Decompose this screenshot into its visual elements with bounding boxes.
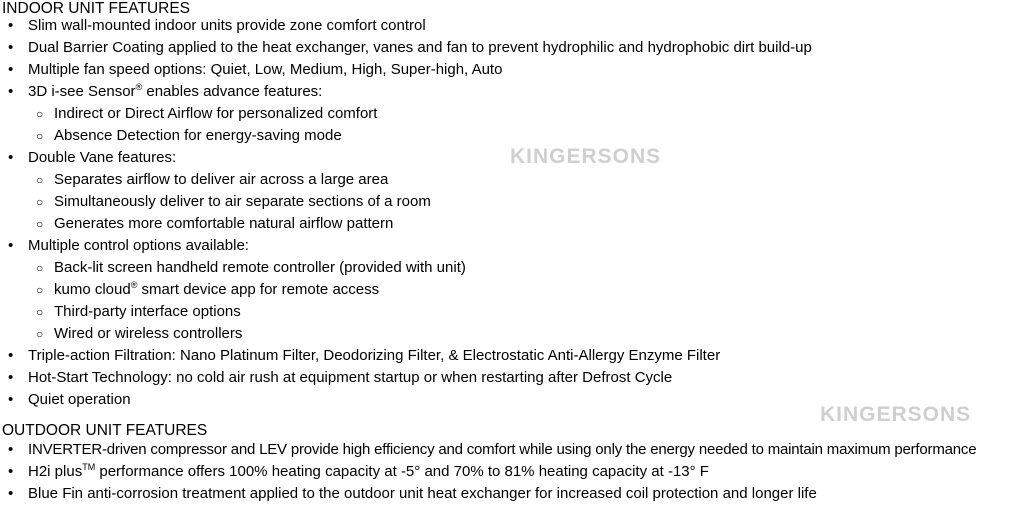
sub-bullet: ○: [36, 173, 44, 187]
item-text: Double Vane features:: [28, 149, 177, 166]
item-text: Third-party interface options: [54, 303, 241, 320]
item-text: INVERTER-driven compressor and LEV provide high efficiency and comfort while using only the energy needed to maintain maximum performance: [28, 441, 977, 458]
item-text: Indirect or Direct Airflow for personalized comfort: [54, 105, 378, 122]
outdoor-heading: OUTDOOR UNIT FEATURES: [2, 422, 208, 439]
item-text: [28, 81, 322, 103]
watermark: KINGERSONS: [820, 403, 972, 426]
watermark: KINGERSONS: [510, 145, 662, 168]
sub-bullet: ○: [36, 195, 44, 209]
item-text: Absence Detection for energy-saving mode: [54, 127, 342, 144]
indoor-heading: INDOOR UNIT FEATURES: [2, 0, 191, 17]
bullet: •: [8, 391, 14, 408]
bullet: •: [8, 441, 14, 458]
item-text: Dual Barrier Coating applied to the heat exchanger, vanes and fan to prevent hydrophilic and hydrophobic dirt build-up: [28, 39, 812, 56]
item-text: Blue Fin anti-corrosion treatment applied to the outdoor unit heat exchanger for increased coil protection and longer life: [28, 485, 817, 502]
item-text-part: H2i plus: [28, 463, 83, 480]
item-text: Multiple fan speed options: Quiet, Low, Medium, High, Super-high, Auto: [28, 61, 503, 78]
item-text: Simultaneously deliver to air separate sections of a room: [54, 193, 431, 210]
item-text: Separates airflow to deliver air across a large area: [54, 171, 389, 188]
item-text-part: enables advance features:: [142, 83, 323, 100]
bullet: •: [8, 61, 14, 78]
item-text: Back-lit screen handheld remote controller (provided with unit): [54, 259, 466, 276]
sub-bullet: ○: [36, 305, 44, 319]
bullet: •: [8, 149, 14, 166]
bullet: •: [8, 369, 14, 386]
bullet: •: [8, 485, 14, 502]
item-text: Triple-action Filtration: Nano Platinum Filter, Deodorizing Filter, & Electrostatic Anti-Allergy Enzyme Filter: [28, 347, 721, 364]
bullet: •: [8, 347, 14, 364]
bullet: •: [8, 83, 14, 100]
item-text: [28, 461, 709, 483]
item-text: Slim wall-mounted indoor units provide zone comfort control: [28, 17, 426, 34]
item-text: [54, 279, 379, 301]
sub-bullet: ○: [36, 129, 44, 143]
item-text: Hot-Start Technology: no cold air rush at equipment startup or when restarting after Defrost Cycle: [28, 369, 673, 386]
item-text: Multiple control options available:: [28, 237, 249, 254]
item-text-part: smart device app for remote access: [137, 281, 380, 298]
item-text-part: performance offers 100% heating capacity at -5° and 70% to 81% heating capacity at -13° F: [95, 463, 709, 480]
item-text-part: 3D i-see Sensor: [28, 83, 136, 100]
sub-bullet: ○: [36, 327, 44, 341]
trademark-mark: TM: [82, 462, 96, 472]
bullet: •: [8, 17, 14, 34]
registered-mark: ®: [135, 82, 143, 92]
bullet: •: [8, 39, 14, 56]
item-text: Wired or wireless controllers: [54, 325, 243, 342]
registered-mark: ®: [130, 280, 138, 290]
sub-bullet: ○: [36, 283, 44, 297]
item-text: Quiet operation: [28, 391, 131, 408]
item-text-part: kumo cloud: [54, 281, 131, 298]
sub-bullet: ○: [36, 107, 44, 121]
sub-bullet: ○: [36, 261, 44, 275]
bullet: •: [8, 463, 14, 480]
item-text: Generates more comfortable natural airflow pattern: [54, 215, 394, 232]
bullet: •: [8, 237, 14, 254]
sub-bullet: ○: [36, 217, 44, 231]
